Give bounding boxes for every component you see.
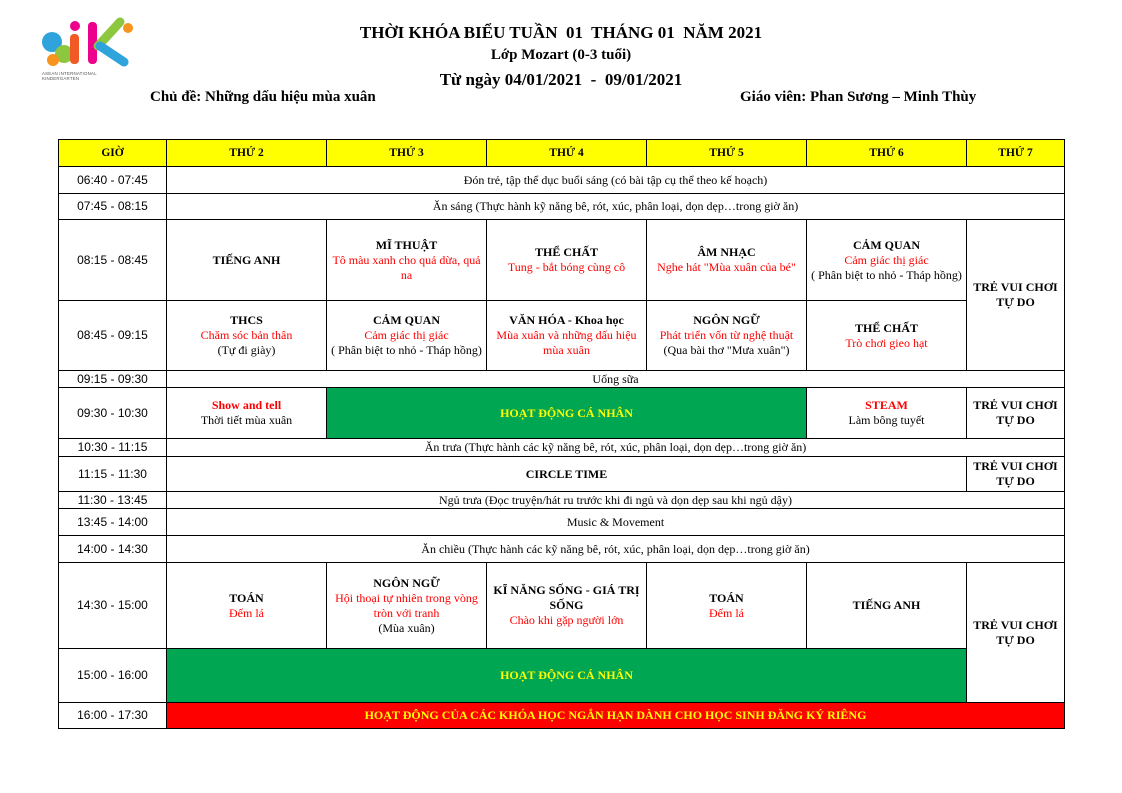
schedule-title: THỜI KHÓA BIỂU TUẦN 01 THÁNG 01 NĂM 2021: [359, 23, 763, 42]
lesson-note: (Mùa xuân): [378, 620, 435, 635]
music-movement-cell: Music & Movement: [167, 509, 1065, 536]
lesson-detail: Mùa xuân và những dấu hiệu mùa xuân: [496, 328, 637, 357]
tue-lesson-1: [327, 220, 487, 301]
table-row: [59, 388, 1065, 439]
lesson-detail: Chào khi gặp người lớn: [509, 613, 624, 627]
mon-lesson-1: TIẾNG ANH: [167, 220, 327, 301]
sat-free-play: TRẺ VUI CHƠI TỰ DO: [967, 388, 1065, 439]
wed-lesson-1: [487, 220, 647, 301]
sat-free-play: TRẺ VUI CHƠI TỰ DO: [967, 457, 1065, 492]
lesson-detail: Hội thoại tự nhiên trong vòng tròn với tranh: [335, 590, 478, 620]
lesson-detail: Chăm sóc bản thân: [200, 328, 293, 342]
tue-afternoon-lesson: [327, 563, 487, 649]
thu-lesson-1: [647, 220, 807, 301]
fri-steam: [807, 388, 967, 439]
lunch-cell: Ăn trưa (Thực hành các kỹ năng bê, rót, xúc, phân loại, dọn dẹp…trong giờ ăn): [167, 439, 1065, 457]
table-row: [59, 439, 1065, 457]
time-cell: 11:15 - 11:30: [59, 457, 167, 492]
lesson-detail: Thời tiết mùa xuân: [200, 413, 293, 427]
lesson-detail: Nghe hát "Mùa xuân của bé": [657, 260, 796, 274]
lesson-note: (Tự đi giày): [217, 343, 276, 357]
lesson-title: TOÁN: [709, 590, 744, 605]
time-cell: 16:00 - 17:30: [59, 703, 167, 729]
lesson-note: ( Phân biệt to nhỏ - Tháp hồng): [811, 267, 962, 282]
lesson-detail: Tung - bắt bóng cùng cô: [507, 260, 626, 274]
time-cell: 07:45 - 08:15: [59, 194, 167, 220]
col-friday: THỨ 6: [807, 140, 967, 167]
nap-cell: Ngủ trưa (Đọc truyện/hát ru trước khi đi ngủ và dọn dẹp sau khi ngủ dậy): [167, 492, 1065, 509]
schedule-table: [58, 139, 1065, 729]
lesson-title: VĂN HÓA - Khoa học: [509, 313, 624, 327]
lesson-detail: Đếm lá: [229, 605, 264, 620]
time-cell: 10:30 - 11:15: [59, 439, 167, 457]
lesson-detail: Đếm lá: [709, 605, 744, 620]
time-cell: 06:40 - 07:45: [59, 167, 167, 194]
mon-lesson-2: [167, 301, 327, 371]
tue-lesson-2: [327, 301, 487, 371]
logo-caption-line1: ASEAN INTERNATIONAL: [42, 71, 97, 76]
lesson-detail: Trò chơi gieo hạt: [845, 335, 928, 350]
teacher-label: Giáo viên: Phan Sương – Minh Thùy: [740, 89, 977, 105]
short-course-cell: HOẠT ĐỘNG CỦA CÁC KHÓA HỌC NGẮN HẠN DÀNH CHO HỌC SINH ĐĂNG KÝ RIÊNG: [167, 703, 1065, 729]
lesson-title: STEAM: [865, 398, 908, 412]
mon-show-and-tell: [167, 388, 327, 439]
time-cell: 08:15 - 08:45: [59, 220, 167, 301]
lesson-title: THỂ CHẤT: [854, 320, 918, 335]
table-row: [59, 536, 1065, 563]
col-tuesday: THỨ 3: [327, 140, 487, 167]
lesson-note: ( Phân biệt to nhỏ - Tháp hồng): [331, 343, 482, 357]
subject-label: Chủ đề: Những dấu hiệu mùa xuân: [150, 89, 376, 105]
col-saturday: THỨ 7: [967, 140, 1065, 167]
table-row: [59, 703, 1065, 729]
logo-caption-line2: KINDERGARTEN: [42, 76, 80, 81]
time-cell: 14:30 - 15:00: [59, 563, 167, 649]
table-row: [59, 509, 1065, 536]
table-row: [59, 563, 1065, 649]
thu-lesson-2: [647, 301, 807, 371]
lesson-title: Show and tell: [211, 398, 282, 412]
time-cell: 09:15 - 09:30: [59, 371, 167, 388]
wed-lesson-2: [487, 301, 647, 371]
time-cell: 08:45 - 09:15: [59, 301, 167, 371]
time-cell: 11:30 - 13:45: [59, 492, 167, 509]
lesson-title: ÂM NHẠC: [697, 245, 756, 259]
lesson-title: KĨ NĂNG SỐNG - GIÁ TRỊ SỐNG: [493, 583, 640, 612]
individual-activity-afternoon: HOẠT ĐỘNG CÁ NHÂN: [167, 649, 967, 703]
milk-cell: Uống sữa: [167, 371, 1065, 388]
lesson-title: THỂ CHẤT: [534, 245, 598, 259]
afternoon-snack-cell: Ăn chiều (Thực hành các kỹ năng bê, rót, xúc, phân loại, dọn dẹp…trong giờ ăn): [167, 536, 1065, 563]
lesson-title: NGÔN NGỮ: [693, 313, 760, 327]
thu-afternoon-lesson: [647, 563, 807, 649]
individual-activity-morning: HOẠT ĐỘNG CÁ NHÂN: [327, 388, 807, 439]
time-cell: 13:45 - 14:00: [59, 509, 167, 536]
lesson-detail: Phát triển vốn từ nghệ thuật: [659, 328, 794, 342]
table-row: [59, 371, 1065, 388]
table-row: [59, 457, 1065, 492]
lesson-title: MĨ THUẬT: [375, 237, 438, 252]
lesson-note: (Qua bài thơ "Mưa xuân"): [663, 343, 790, 357]
time-cell: 09:30 - 10:30: [59, 388, 167, 439]
wed-afternoon-lesson: [487, 563, 647, 649]
sat-free-play-morning: TRẺ VUI CHƠI TỰ DO: [967, 220, 1065, 371]
table-row: [59, 492, 1065, 509]
table-row: [59, 301, 1065, 371]
lesson-detail: Cảm giác thị giác: [844, 252, 929, 267]
fri-afternoon-lesson: TIẾNG ANH: [807, 563, 967, 649]
lesson-title: THCS: [230, 313, 263, 327]
class-name: Lớp Mozart (0-3 tuổi): [490, 47, 632, 63]
table-row: [59, 194, 1065, 220]
header-row: [59, 140, 1065, 167]
fri-lesson-1: [807, 220, 967, 301]
lesson-title: TOÁN: [229, 590, 264, 605]
lesson-title: NGÔN NGỮ: [373, 575, 440, 590]
lesson-detail: Làm bông tuyết: [848, 413, 925, 427]
date-range: Từ ngày 04/01/2021 - 09/01/2021: [439, 70, 683, 89]
table-row: [59, 220, 1065, 301]
col-monday: THỨ 2: [167, 140, 327, 167]
sat-free-play-afternoon: TRẺ VUI CHƠI TỰ DO: [967, 563, 1065, 703]
time-cell: 15:00 - 16:00: [59, 649, 167, 703]
lesson-detail: Tô màu xanh cho quả dừa, quả na: [332, 252, 481, 282]
time-cell: 14:00 - 14:30: [59, 536, 167, 563]
arrival-cell: Đón trẻ, tập thể dục buổi sáng (có bài tập cụ thể theo kế hoạch): [167, 167, 1065, 194]
lesson-title: CẢM QUAN: [853, 237, 920, 252]
lesson-detail: Cảm giác thị giác: [364, 328, 449, 342]
circle-time-cell: CIRCLE TIME: [167, 457, 967, 492]
mon-afternoon-lesson: [167, 563, 327, 649]
breakfast-cell: Ăn sáng (Thực hành kỹ năng bê, rót, xúc, phân loại, dọn dẹp…trong giờ ăn): [167, 194, 1065, 220]
table-row: [59, 167, 1065, 194]
fri-lesson-2: [807, 301, 967, 371]
lesson-title: CẢM QUAN: [373, 313, 440, 327]
table-row: [59, 649, 1065, 703]
col-thursday: THỨ 5: [647, 140, 807, 167]
col-time: GIỜ: [59, 140, 167, 167]
col-wednesday: THỨ 4: [487, 140, 647, 167]
